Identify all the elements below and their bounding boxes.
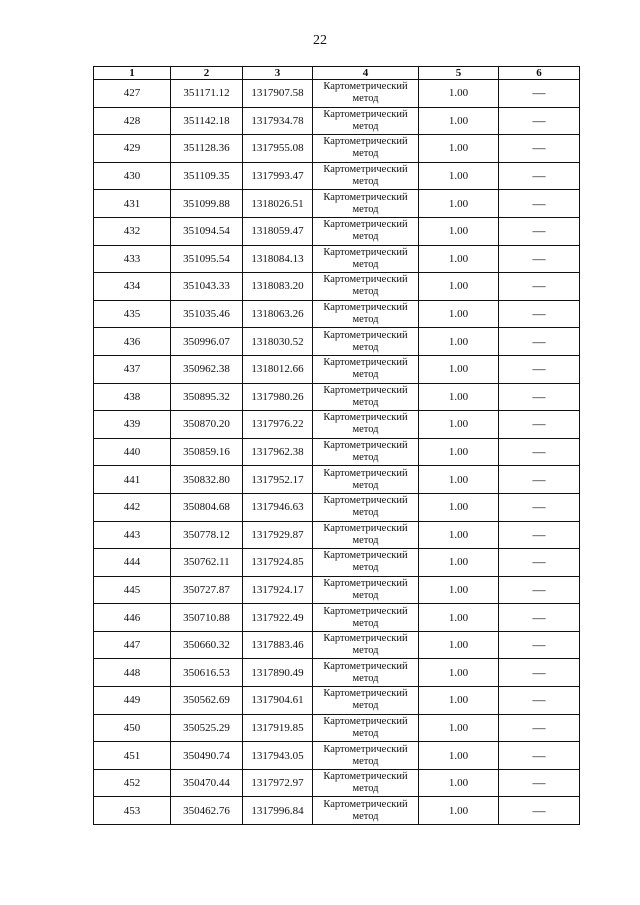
note-cell: — [499, 383, 580, 411]
y-coordinate-cell: 1318083.20 [243, 273, 313, 301]
x-coordinate-cell: 350762.11 [171, 549, 243, 577]
method-line-2: метод [352, 176, 379, 188]
y-coordinate-cell: 1317946.63 [243, 493, 313, 521]
method-line-2: метод [352, 562, 379, 574]
point-number-cell: 444 [94, 549, 171, 577]
method-line-2: метод [352, 341, 379, 353]
method-cell [313, 576, 419, 604]
y-coordinate-cell: 1317919.85 [243, 714, 313, 742]
column-header-1: 1 [94, 67, 171, 80]
method-line-1: Картометрический [323, 329, 408, 341]
x-coordinate-cell: 350470.44 [171, 769, 243, 797]
x-coordinate-cell: 350490.74 [171, 742, 243, 770]
point-number-cell: 451 [94, 742, 171, 770]
x-coordinate-cell: 350616.53 [171, 659, 243, 687]
method-line-2: метод [352, 369, 379, 381]
note-cell: — [499, 521, 580, 549]
precision-cell: 1.00 [419, 742, 499, 770]
note-cell: — [499, 300, 580, 328]
x-coordinate-cell: 350727.87 [171, 576, 243, 604]
y-coordinate-cell: 1317890.49 [243, 659, 313, 687]
method-line-1: Картометрический [323, 440, 408, 452]
precision-cell: 1.00 [419, 493, 499, 521]
table-row [94, 162, 580, 190]
column-header-2: 2 [171, 67, 243, 80]
table-row [94, 769, 580, 797]
precision-cell: 1.00 [419, 687, 499, 715]
y-coordinate-cell: 1317962.38 [243, 438, 313, 466]
point-number-cell: 447 [94, 631, 171, 659]
point-number-cell: 437 [94, 355, 171, 383]
method-cell [313, 107, 419, 135]
method-cell [313, 162, 419, 190]
method-line-2: метод [352, 645, 379, 657]
precision-cell: 1.00 [419, 604, 499, 632]
y-coordinate-cell: 1317952.17 [243, 466, 313, 494]
note-cell: — [499, 576, 580, 604]
method-cell [313, 80, 419, 108]
method-cell [313, 328, 419, 356]
point-number-cell: 443 [94, 521, 171, 549]
note-cell: — [499, 687, 580, 715]
note-cell: — [499, 604, 580, 632]
precision-cell: 1.00 [419, 576, 499, 604]
precision-cell: 1.00 [419, 549, 499, 577]
method-cell [313, 300, 419, 328]
y-coordinate-cell: 1317907.58 [243, 80, 313, 108]
table-row [94, 190, 580, 218]
method-cell [313, 687, 419, 715]
precision-cell: 1.00 [419, 300, 499, 328]
point-number-cell: 427 [94, 80, 171, 108]
method-cell [313, 273, 419, 301]
method-line-2: метод [352, 93, 379, 105]
precision-cell: 1.00 [419, 797, 499, 825]
table-row [94, 493, 580, 521]
table-row [94, 135, 580, 163]
y-coordinate-cell: 1318059.47 [243, 217, 313, 245]
precision-cell: 1.00 [419, 466, 499, 494]
point-number-cell: 441 [94, 466, 171, 494]
point-number-cell: 431 [94, 190, 171, 218]
precision-cell: 1.00 [419, 438, 499, 466]
note-cell: — [499, 355, 580, 383]
table-row [94, 107, 580, 135]
method-line-1: Картометрический [323, 495, 408, 507]
page-number: 22 [313, 33, 327, 48]
note-cell: — [499, 631, 580, 659]
x-coordinate-cell: 350859.16 [171, 438, 243, 466]
point-number-cell: 432 [94, 217, 171, 245]
precision-cell: 1.00 [419, 631, 499, 659]
method-line-1: Картометрический [323, 108, 408, 120]
precision-cell: 1.00 [419, 135, 499, 163]
column-header-4: 4 [313, 67, 419, 80]
method-line-1: Картометрический [323, 384, 408, 396]
table-row [94, 576, 580, 604]
table-row [94, 217, 580, 245]
x-coordinate-cell: 351099.88 [171, 190, 243, 218]
y-coordinate-cell: 1317980.26 [243, 383, 313, 411]
x-coordinate-cell: 350660.32 [171, 631, 243, 659]
method-line-2: метод [352, 258, 379, 270]
method-line-2: метод [352, 479, 379, 491]
table-row [94, 687, 580, 715]
method-line-1: Картометрический [323, 798, 408, 810]
point-number-cell: 438 [94, 383, 171, 411]
note-cell: — [499, 438, 580, 466]
precision-cell: 1.00 [419, 217, 499, 245]
table-row [94, 742, 580, 770]
x-coordinate-cell: 351043.33 [171, 273, 243, 301]
precision-cell: 1.00 [419, 383, 499, 411]
method-cell [313, 493, 419, 521]
y-coordinate-cell: 1317955.08 [243, 135, 313, 163]
method-line-1: Картометрический [323, 357, 408, 369]
method-line-1: Картометрический [323, 605, 408, 617]
y-coordinate-cell: 1317929.87 [243, 521, 313, 549]
method-cell [313, 742, 419, 770]
method-line-1: Картометрический [323, 467, 408, 479]
method-line-2: метод [352, 424, 379, 436]
precision-cell: 1.00 [419, 714, 499, 742]
x-coordinate-cell: 351035.46 [171, 300, 243, 328]
y-coordinate-cell: 1317943.05 [243, 742, 313, 770]
method-line-1: Картометрический [323, 743, 408, 755]
point-number-cell: 439 [94, 411, 171, 439]
method-line-1: Картометрический [323, 191, 408, 203]
precision-cell: 1.00 [419, 659, 499, 687]
method-line-2: метод [352, 700, 379, 712]
table-body [94, 80, 580, 825]
precision-cell: 1.00 [419, 245, 499, 273]
method-cell [313, 383, 419, 411]
x-coordinate-cell: 350996.07 [171, 328, 243, 356]
point-number-cell: 446 [94, 604, 171, 632]
table-row [94, 245, 580, 273]
column-header-3: 3 [243, 67, 313, 80]
point-number-cell: 435 [94, 300, 171, 328]
table-row [94, 80, 580, 108]
method-cell [313, 190, 419, 218]
table-row [94, 466, 580, 494]
method-line-2: метод [352, 672, 379, 684]
table-header-row [94, 67, 580, 80]
method-line-1: Картометрический [323, 274, 408, 286]
point-number-cell: 430 [94, 162, 171, 190]
column-header-5: 5 [419, 67, 499, 80]
y-coordinate-cell: 1317972.97 [243, 769, 313, 797]
precision-cell: 1.00 [419, 107, 499, 135]
precision-cell: 1.00 [419, 80, 499, 108]
precision-cell: 1.00 [419, 521, 499, 549]
method-line-2: метод [352, 617, 379, 629]
note-cell: — [499, 190, 580, 218]
y-coordinate-cell: 1318030.52 [243, 328, 313, 356]
table-row [94, 604, 580, 632]
method-line-1: Картометрический [323, 136, 408, 148]
y-coordinate-cell: 1318084.13 [243, 245, 313, 273]
x-coordinate-cell: 350525.29 [171, 714, 243, 742]
method-line-2: метод [352, 452, 379, 464]
method-cell [313, 438, 419, 466]
y-coordinate-cell: 1317922.49 [243, 604, 313, 632]
x-coordinate-cell: 350832.80 [171, 466, 243, 494]
method-line-2: метод [352, 231, 379, 243]
coordinates-table [93, 66, 580, 825]
table-row [94, 273, 580, 301]
note-cell: — [499, 162, 580, 190]
note-cell: — [499, 769, 580, 797]
point-number-cell: 434 [94, 273, 171, 301]
note-cell: — [499, 493, 580, 521]
method-cell [313, 797, 419, 825]
method-line-2: метод [352, 120, 379, 132]
point-number-cell: 453 [94, 797, 171, 825]
method-line-1: Картометрический [323, 660, 408, 672]
y-coordinate-cell: 1317924.85 [243, 549, 313, 577]
note-cell: — [499, 466, 580, 494]
method-line-1: Картометрический [323, 246, 408, 258]
method-line-1: Картометрический [323, 302, 408, 314]
precision-cell: 1.00 [419, 769, 499, 797]
y-coordinate-cell: 1317993.47 [243, 162, 313, 190]
table-row [94, 797, 580, 825]
table-row [94, 411, 580, 439]
method-line-2: метод [352, 810, 379, 822]
note-cell: — [499, 80, 580, 108]
method-line-1: Картометрический [323, 164, 408, 176]
note-cell: — [499, 797, 580, 825]
precision-cell: 1.00 [419, 273, 499, 301]
point-number-cell: 450 [94, 714, 171, 742]
table-row [94, 355, 580, 383]
point-number-cell: 442 [94, 493, 171, 521]
x-coordinate-cell: 351171.12 [171, 80, 243, 108]
method-line-2: метод [352, 507, 379, 519]
y-coordinate-cell: 1318012.66 [243, 355, 313, 383]
method-cell [313, 521, 419, 549]
method-cell [313, 659, 419, 687]
method-line-2: метод [352, 755, 379, 767]
method-line-1: Картометрический [323, 771, 408, 783]
point-number-cell: 429 [94, 135, 171, 163]
method-cell [313, 604, 419, 632]
note-cell: — [499, 328, 580, 356]
y-coordinate-cell: 1317904.61 [243, 687, 313, 715]
method-line-2: метод [352, 203, 379, 215]
point-number-cell: 449 [94, 687, 171, 715]
y-coordinate-cell: 1318063.26 [243, 300, 313, 328]
note-cell: — [499, 742, 580, 770]
method-line-1: Картометрический [323, 688, 408, 700]
method-cell [313, 631, 419, 659]
x-coordinate-cell: 350870.20 [171, 411, 243, 439]
method-line-1: Картометрический [323, 81, 408, 93]
note-cell: — [499, 107, 580, 135]
y-coordinate-cell: 1317883.46 [243, 631, 313, 659]
x-coordinate-cell: 350778.12 [171, 521, 243, 549]
method-line-1: Картометрический [323, 412, 408, 424]
note-cell: — [499, 273, 580, 301]
method-cell [313, 355, 419, 383]
y-coordinate-cell: 1317996.84 [243, 797, 313, 825]
x-coordinate-cell: 351109.35 [171, 162, 243, 190]
table-row [94, 438, 580, 466]
precision-cell: 1.00 [419, 162, 499, 190]
table-row [94, 383, 580, 411]
table-row [94, 521, 580, 549]
method-line-1: Картометрический [323, 219, 408, 231]
point-number-cell: 428 [94, 107, 171, 135]
method-line-1: Картометрический [323, 550, 408, 562]
method-line-2: метод [352, 727, 379, 739]
method-line-2: метод [352, 783, 379, 795]
x-coordinate-cell: 350710.88 [171, 604, 243, 632]
point-number-cell: 452 [94, 769, 171, 797]
precision-cell: 1.00 [419, 355, 499, 383]
method-line-1: Картометрический [323, 577, 408, 589]
y-coordinate-cell: 1317934.78 [243, 107, 313, 135]
x-coordinate-cell: 351142.18 [171, 107, 243, 135]
y-coordinate-cell: 1318026.51 [243, 190, 313, 218]
note-cell: — [499, 659, 580, 687]
point-number-cell: 448 [94, 659, 171, 687]
precision-cell: 1.00 [419, 328, 499, 356]
precision-cell: 1.00 [419, 411, 499, 439]
method-cell [313, 714, 419, 742]
note-cell: — [499, 245, 580, 273]
point-number-cell: 440 [94, 438, 171, 466]
table-row [94, 300, 580, 328]
method-line-1: Картометрический [323, 715, 408, 727]
method-line-2: метод [352, 314, 379, 326]
method-line-2: метод [352, 534, 379, 546]
method-line-1: Картометрический [323, 522, 408, 534]
note-cell: — [499, 549, 580, 577]
x-coordinate-cell: 350804.68 [171, 493, 243, 521]
x-coordinate-cell: 351095.54 [171, 245, 243, 273]
note-cell: — [499, 411, 580, 439]
point-number-cell: 433 [94, 245, 171, 273]
note-cell: — [499, 217, 580, 245]
point-number-cell: 436 [94, 328, 171, 356]
method-line-2: метод [352, 148, 379, 160]
x-coordinate-cell: 351094.54 [171, 217, 243, 245]
table-row [94, 328, 580, 356]
column-header-6: 6 [499, 67, 580, 80]
method-line-2: метод [352, 286, 379, 298]
note-cell: — [499, 135, 580, 163]
table-row [94, 549, 580, 577]
y-coordinate-cell: 1317924.17 [243, 576, 313, 604]
precision-cell: 1.00 [419, 190, 499, 218]
method-cell [313, 217, 419, 245]
table-row [94, 714, 580, 742]
method-line-2: метод [352, 396, 379, 408]
x-coordinate-cell: 350895.32 [171, 383, 243, 411]
method-line-1: Картометрический [323, 633, 408, 645]
method-cell [313, 769, 419, 797]
method-cell [313, 135, 419, 163]
method-cell [313, 411, 419, 439]
x-coordinate-cell: 350562.69 [171, 687, 243, 715]
table-row [94, 659, 580, 687]
x-coordinate-cell: 350462.76 [171, 797, 243, 825]
method-cell [313, 245, 419, 273]
method-cell [313, 466, 419, 494]
x-coordinate-cell: 351128.36 [171, 135, 243, 163]
method-line-2: метод [352, 589, 379, 601]
y-coordinate-cell: 1317976.22 [243, 411, 313, 439]
x-coordinate-cell: 350962.38 [171, 355, 243, 383]
note-cell: — [499, 714, 580, 742]
point-number-cell: 445 [94, 576, 171, 604]
method-cell [313, 549, 419, 577]
table-row [94, 631, 580, 659]
